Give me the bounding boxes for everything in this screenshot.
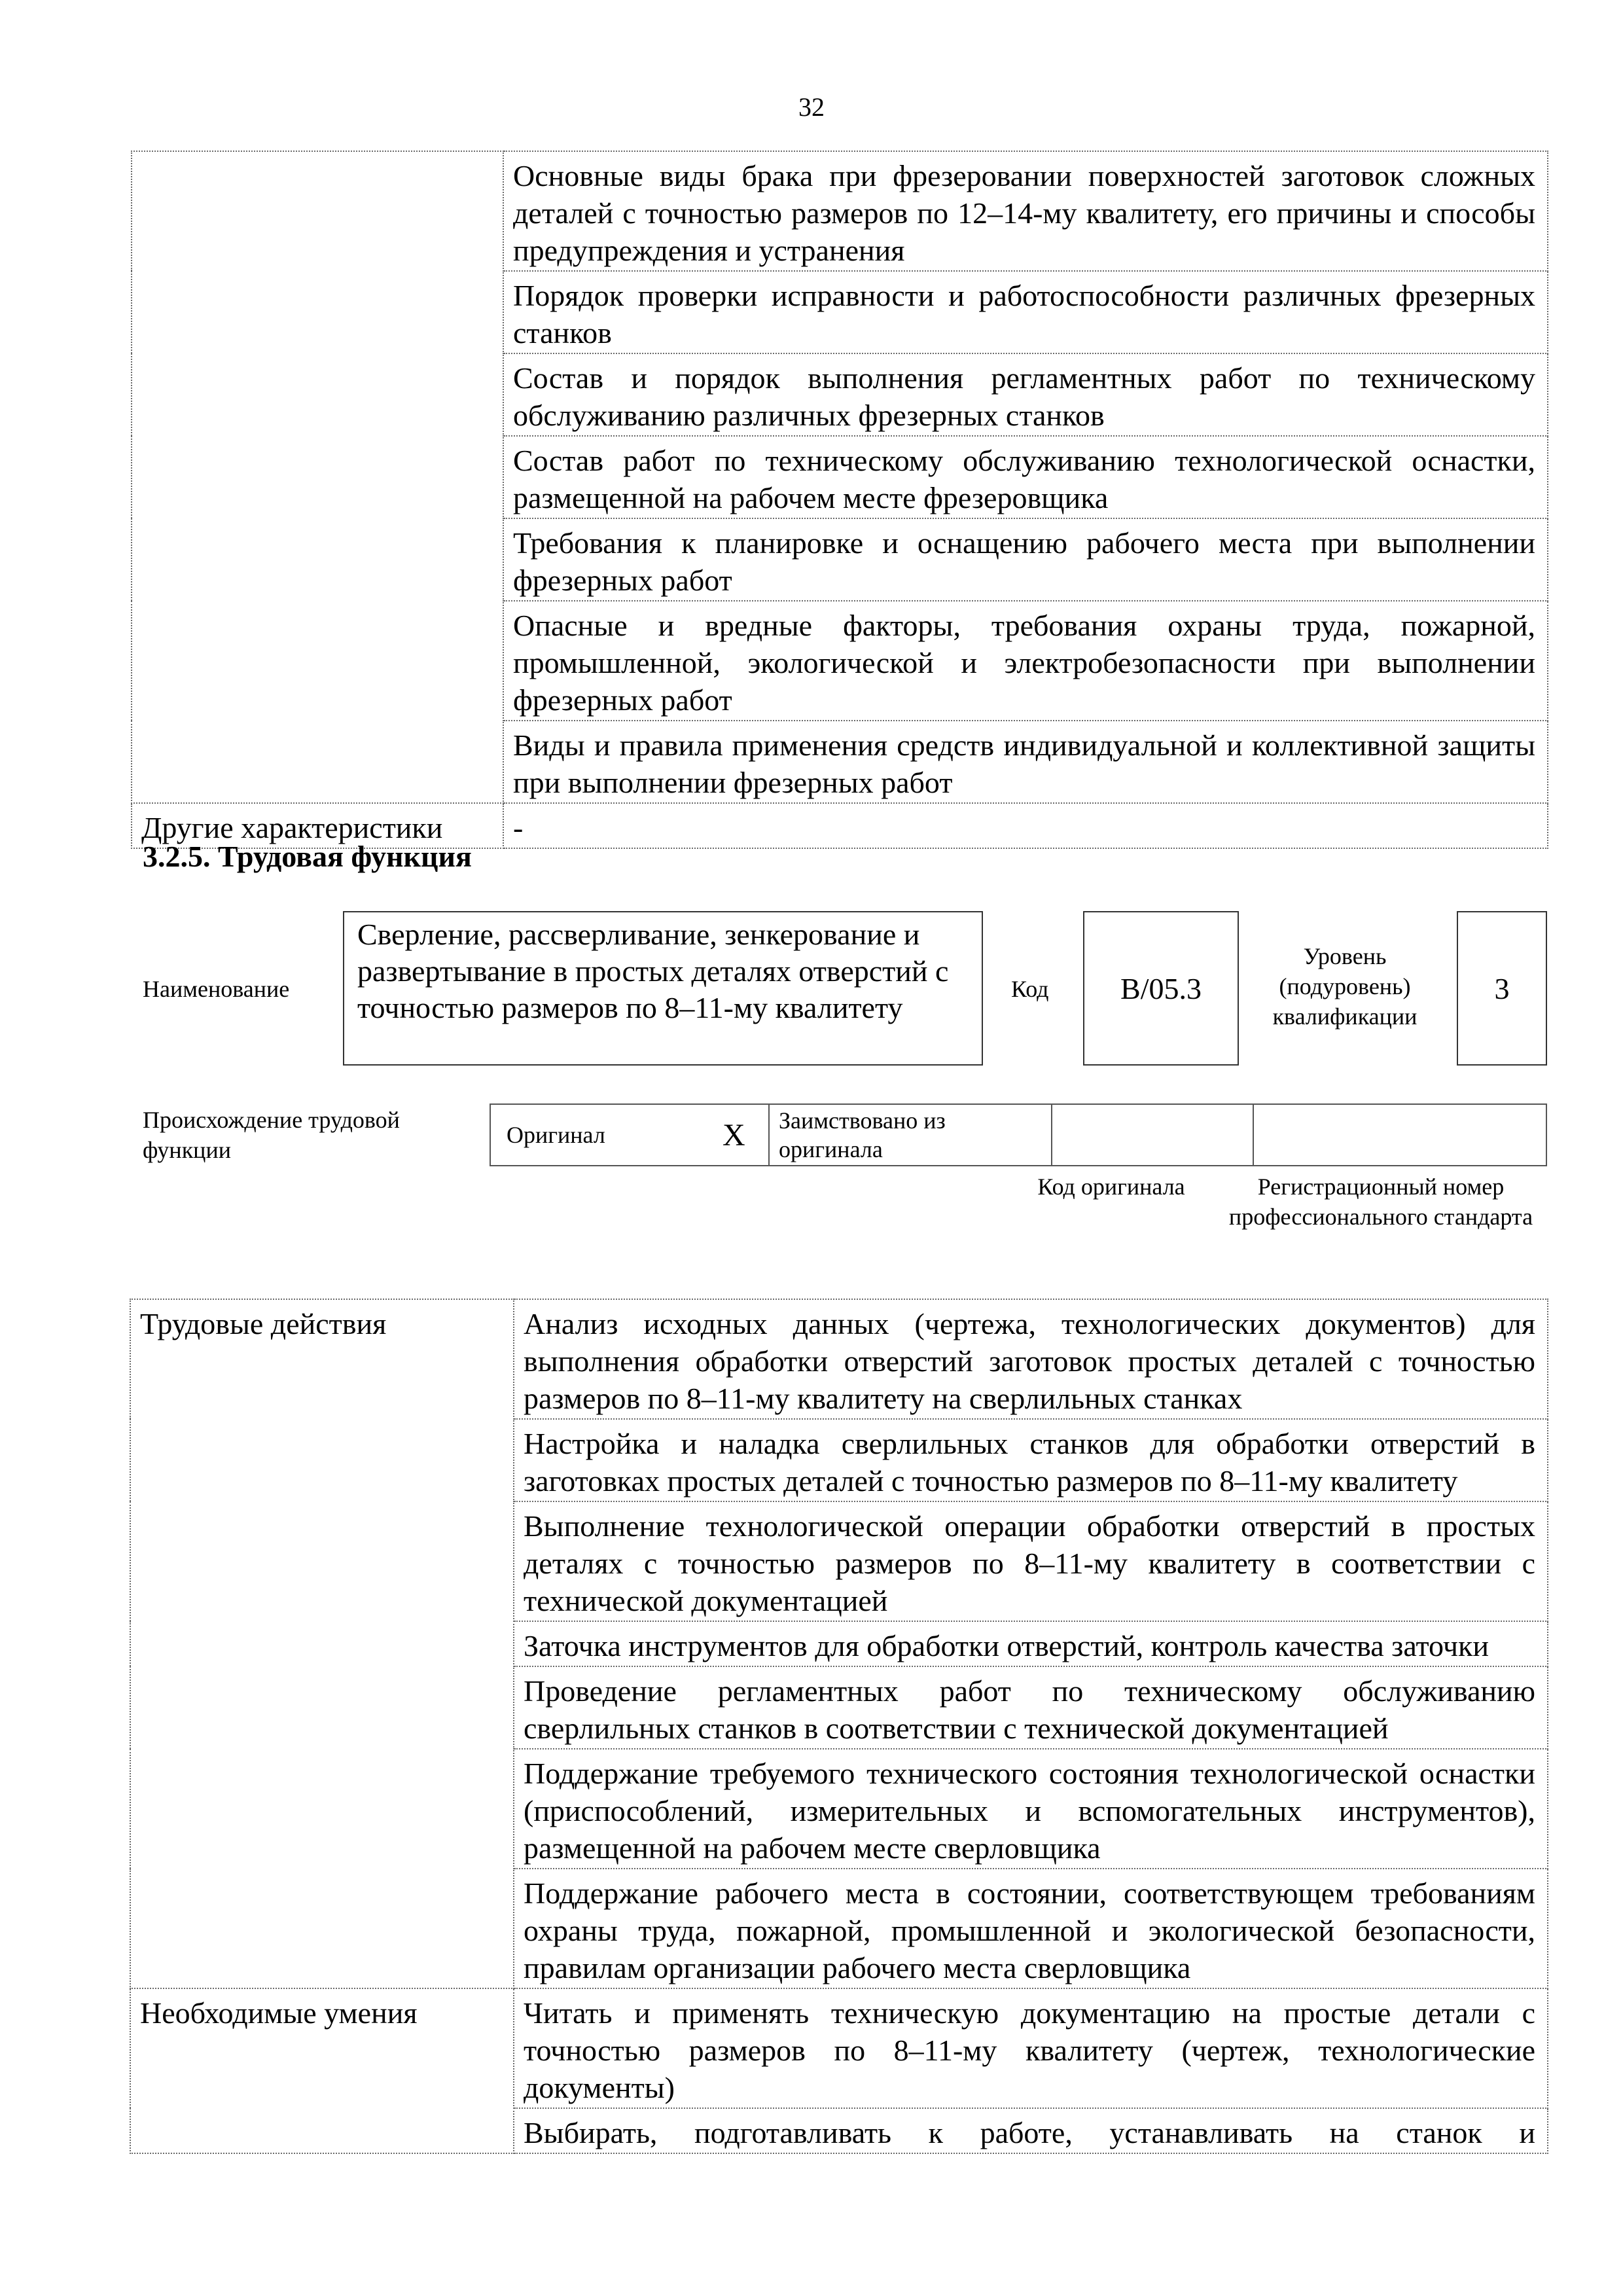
table-cell: Основные виды брака при фрезеровании поверхностей заготовок сложных деталей с точностью размеров по 12–14-му квалитету, его причины и способы предупреждения и устранения <box>503 151 1548 271</box>
name-label: Наименование <box>143 976 290 1002</box>
registration-number-cell <box>1253 1104 1546 1166</box>
table-cell: Выбирать, подготавливать к работе, устанавливать на станок и <box>514 2108 1548 2153</box>
code-label: Код <box>1011 976 1049 1002</box>
table-cell: Читать и применять техническую документацию на простые детали с точностью размеров по 8–11-му квалитету (чертеж, технологические документы) <box>514 1988 1548 2108</box>
table-cell: Проведение регламентных работ по техническому обслуживанию сверлильных станков в соответствии с технической документацией <box>514 1666 1548 1749</box>
page-number: 32 <box>798 92 825 122</box>
required-skills-label: Необходимые умения <box>130 1988 514 2153</box>
knowledge-table-continuation <box>131 151 1548 849</box>
code-caption: Код оригинала <box>1037 1174 1185 1200</box>
original-mark: X <box>722 1104 769 1166</box>
table-cell: Требования к планировке и оснащению рабочего места при выполнении фрезерных работ <box>503 518 1548 601</box>
table-cell: Поддержание рабочего места в состоянии, соответствующем требованиям охраны труда, пожарной, промышленной и экологической безопасности, правилам организации рабочего места сверловщика <box>514 1869 1548 1988</box>
table-row <box>130 1299 1548 1419</box>
table-row <box>132 151 1548 271</box>
registration-caption: Регистрационный номер профессионального стандарта <box>1228 1174 1533 1230</box>
function-code-box: B/05.3 <box>1083 911 1239 1066</box>
origin-table <box>490 1103 1547 1166</box>
section-heading: 3.2.5. Трудовая функция <box>143 840 472 873</box>
table-cell: Состав работ по техническому обслуживанию технологической оснастки, размещенной на рабочем месте фрезеровщика <box>503 436 1548 518</box>
labor-function-table <box>130 1299 1548 2154</box>
original-label: Оригинал <box>490 1104 722 1166</box>
table-cell: Состав и порядок выполнения регламентных работ по техническому обслуживанию различных фрезерных станков <box>503 353 1548 436</box>
labor-actions-label: Трудовые действия <box>130 1299 514 1988</box>
table-cell: Опасные и вредные факторы, требования охраны труда, пожарной, промышленной, экологической и электробезопасности при выполнении фрезерных работ <box>503 601 1548 721</box>
level-label: Уровень (подуровень) квалификации <box>1272 943 1418 1030</box>
table-cell: Виды и правила применения средств индивидуальной и коллективной защиты при выполнении фрезерных работ <box>503 721 1548 803</box>
function-name-box: Сверление, рассверливание, зенкерование и развертывание в простых деталях отверстий с точностью размеров по 8–11-му квалитету <box>343 911 983 1066</box>
table-cell: Выполнение технологической операции обработки отверстий в простых деталях с точностью размеров по 8–11-му квалитету в соответствии с технической документацией <box>514 1501 1548 1621</box>
table-row <box>130 1988 1548 2108</box>
table-cell: Порядок проверки исправности и работоспособности различных фрезерных станков <box>503 271 1548 353</box>
origin-label: Происхождение трудовой функции <box>143 1107 400 1163</box>
table-cell: Настройка и наладка сверлильных станков для обработки отверстий в заготовках простых деталей с точностью размеров по 8–11-му квалитету <box>514 1419 1548 1501</box>
borrowed-label: Заимствовано из оригинала <box>769 1104 1052 1166</box>
table-cell: Анализ исходных данных (чертежа, технологических документов) для выполнения обработки отверстий заготовок простых деталей с точностью размеров по 8–11-му квалитету на сверлильных станках <box>514 1299 1548 1419</box>
table-cell: Заточка инструментов для обработки отверстий, контроль качества заточки <box>514 1621 1548 1666</box>
empty-label-cell <box>132 151 503 803</box>
level-value-box: 3 <box>1457 911 1547 1066</box>
table-row <box>490 1104 1546 1166</box>
table-cell: Поддержание требуемого технического состояния технологической оснастки (приспособлений, измерительных и вспомогательных инструментов), размещенной на рабочем месте сверловщика <box>514 1749 1548 1869</box>
other-characteristics-value: - <box>503 803 1548 848</box>
original-code-cell <box>1052 1104 1253 1166</box>
other-characteristics-label: Другие характеристики <box>132 803 503 848</box>
